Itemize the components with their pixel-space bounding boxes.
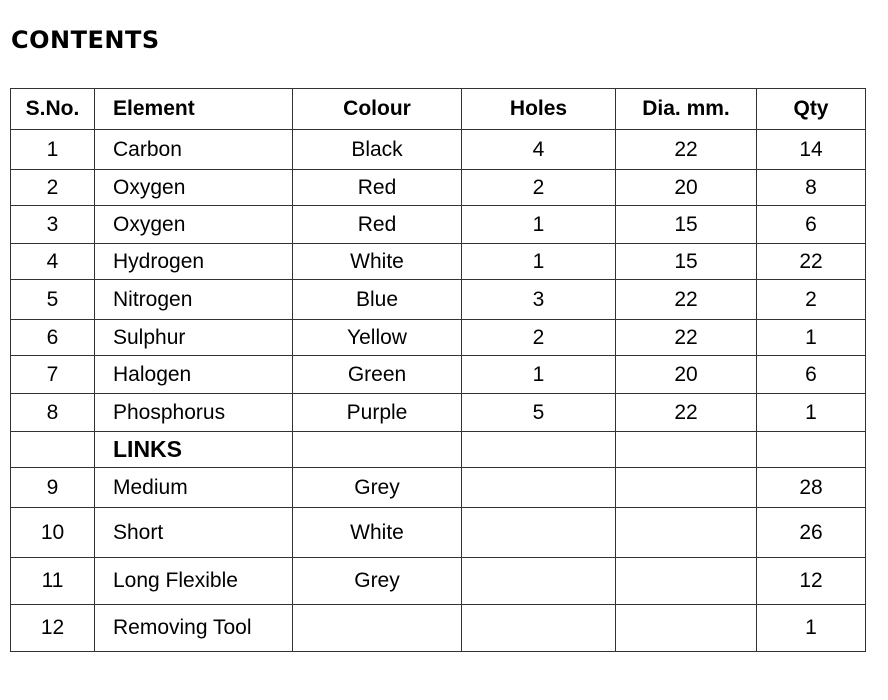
cell-holes: 1 — [462, 206, 616, 244]
table-row — [11, 558, 866, 605]
cell-colour: Black — [293, 130, 462, 170]
cell-sno: 12 — [11, 605, 95, 652]
cell-sno: 4 — [11, 244, 95, 280]
cell-holes: 2 — [462, 170, 616, 206]
contents-table — [10, 88, 866, 652]
cell-element: Carbon — [95, 130, 293, 170]
cell-sno: 9 — [11, 468, 95, 508]
cell-qty — [757, 432, 866, 468]
cell-colour: Red — [293, 206, 462, 244]
cell-colour — [293, 432, 462, 468]
cell-colour: Blue — [293, 280, 462, 320]
cell-dia: 15 — [616, 206, 757, 244]
cell-holes — [462, 508, 616, 558]
cell-qty: 26 — [757, 508, 866, 558]
cell-dia: 22 — [616, 130, 757, 170]
cell-dia — [616, 605, 757, 652]
table-row — [11, 508, 866, 558]
cell-colour: White — [293, 508, 462, 558]
cell-element: Removing Tool — [95, 605, 293, 652]
cell-colour: Red — [293, 170, 462, 206]
links-section-label: LINKS — [95, 432, 293, 468]
cell-dia: 22 — [616, 394, 757, 432]
cell-element: Oxygen — [95, 206, 293, 244]
cell-holes: 5 — [462, 394, 616, 432]
cell-element: Halogen — [95, 356, 293, 394]
cell-sno: 1 — [11, 130, 95, 170]
cell-element: Nitrogen — [95, 280, 293, 320]
cell-holes: 2 — [462, 320, 616, 356]
cell-qty: 22 — [757, 244, 866, 280]
cell-dia: 22 — [616, 280, 757, 320]
cell-dia: 20 — [616, 170, 757, 206]
cell-sno: 2 — [11, 170, 95, 206]
cell-dia: 22 — [616, 320, 757, 356]
table-row — [11, 356, 866, 394]
cell-holes — [462, 605, 616, 652]
cell-holes: 1 — [462, 244, 616, 280]
cell-dia — [616, 432, 757, 468]
cell-colour: Grey — [293, 468, 462, 508]
cell-holes — [462, 432, 616, 468]
cell-colour: White — [293, 244, 462, 280]
table-row — [11, 170, 866, 206]
cell-colour: Yellow — [293, 320, 462, 356]
cell-dia — [616, 508, 757, 558]
cell-qty: 1 — [757, 320, 866, 356]
cell-dia — [616, 558, 757, 605]
header-colour: Colour — [293, 89, 462, 130]
table-row — [11, 130, 866, 170]
cell-element: Long Flexible — [95, 558, 293, 605]
header-holes: Holes — [462, 89, 616, 130]
cell-element: Oxygen — [95, 170, 293, 206]
links-section-row — [11, 432, 866, 468]
cell-colour: Green — [293, 356, 462, 394]
table-row — [11, 206, 866, 244]
cell-holes — [462, 468, 616, 508]
header-dia: Dia. mm. — [616, 89, 757, 130]
cell-element: Phosphorus — [95, 394, 293, 432]
table-row — [11, 244, 866, 280]
cell-dia: 20 — [616, 356, 757, 394]
cell-qty: 14 — [757, 130, 866, 170]
header-element: Element — [95, 89, 293, 130]
table-row — [11, 280, 866, 320]
cell-qty: 28 — [757, 468, 866, 508]
cell-qty: 1 — [757, 605, 866, 652]
table-row — [11, 320, 866, 356]
cell-holes — [462, 558, 616, 605]
cell-holes: 3 — [462, 280, 616, 320]
cell-colour — [293, 605, 462, 652]
table-row — [11, 468, 866, 508]
cell-sno: 5 — [11, 280, 95, 320]
cell-dia — [616, 468, 757, 508]
cell-element: Hydrogen — [95, 244, 293, 280]
cell-sno: 3 — [11, 206, 95, 244]
cell-holes: 4 — [462, 130, 616, 170]
cell-sno: 11 — [11, 558, 95, 605]
cell-qty: 8 — [757, 170, 866, 206]
cell-qty: 12 — [757, 558, 866, 605]
table-header-row — [11, 89, 866, 130]
cell-sno: 10 — [11, 508, 95, 558]
cell-element: Medium — [95, 468, 293, 508]
cell-colour: Grey — [293, 558, 462, 605]
cell-sno: 6 — [11, 320, 95, 356]
cell-qty: 1 — [757, 394, 866, 432]
cell-dia: 15 — [616, 244, 757, 280]
table-row — [11, 394, 866, 432]
table-row — [11, 605, 866, 652]
page-title: CONTENTS — [11, 26, 160, 54]
cell-holes: 1 — [462, 356, 616, 394]
cell-colour: Purple — [293, 394, 462, 432]
cell-element: Sulphur — [95, 320, 293, 356]
cell-qty: 2 — [757, 280, 866, 320]
cell-qty: 6 — [757, 356, 866, 394]
cell-sno — [11, 432, 95, 468]
cell-sno: 8 — [11, 394, 95, 432]
header-qty: Qty — [757, 89, 866, 130]
cell-element: Short — [95, 508, 293, 558]
cell-sno: 7 — [11, 356, 95, 394]
cell-qty: 6 — [757, 206, 866, 244]
header-sno: S.No. — [11, 89, 95, 130]
